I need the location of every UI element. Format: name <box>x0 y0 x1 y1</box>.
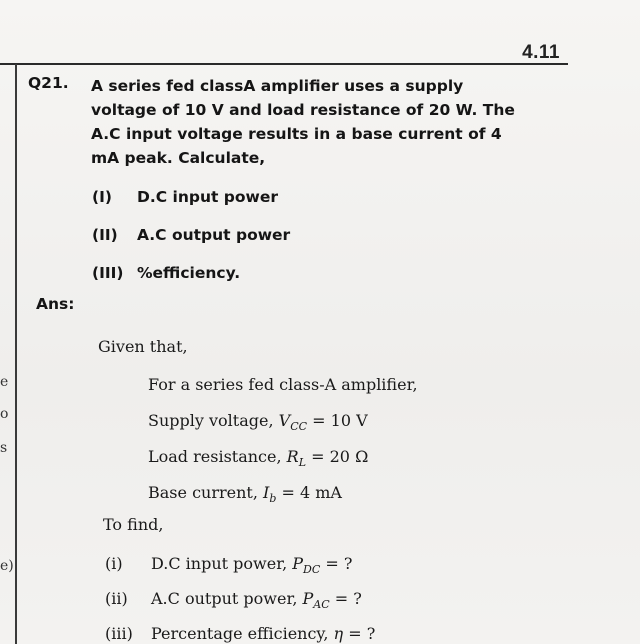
question-part <box>92 188 278 206</box>
part-number: (I) <box>92 188 112 206</box>
part-number: (II) <box>92 226 118 244</box>
header-rule <box>0 63 568 65</box>
to-find-item: (ii) A.C output power, $P_{AC}$ = ? <box>105 589 362 611</box>
given-load-resistance: Load resistance, $R_L = 20$ Ω <box>148 447 369 469</box>
question-line: mA peak. Calculate, <box>91 149 266 167</box>
question-text <box>91 74 573 170</box>
part-text: D.C input power <box>137 188 279 206</box>
question-line: A.C input voltage results in a base current of 4 <box>91 125 502 143</box>
given-supply-voltage: Supply voltage, $V_{CC} = 10$ V <box>148 411 368 433</box>
question-number: Q21. <box>28 74 69 92</box>
to-find-item: (i) D.C input power, $P_{DC}$ = ? <box>105 554 353 576</box>
to-find-heading: To find, <box>103 515 164 534</box>
given-heading: Given that, <box>98 337 188 356</box>
question-line: A series fed classA amplifier uses a supply <box>91 77 464 95</box>
margin-rule <box>15 64 17 644</box>
part-number: (III) <box>92 264 124 282</box>
question-part <box>92 226 290 244</box>
to-find-item: (iii) Percentage efficiency, η = ? <box>105 624 376 643</box>
question-line: voltage of 10 V and load resistance of 20 W. The <box>91 101 515 119</box>
question-part <box>92 264 240 282</box>
page-number: 4.11 <box>522 42 560 63</box>
edge-mark: o <box>0 406 9 422</box>
edge-mark: e <box>0 374 9 390</box>
given-base-current: Base current, $I_b = 4$ mA <box>148 483 342 505</box>
edge-mark: e) <box>0 558 14 574</box>
given-intro: For a series fed class-A amplifier, <box>148 375 418 394</box>
answer-label: Ans: <box>36 295 75 313</box>
part-text: A.C output power <box>137 226 291 244</box>
edge-mark: s <box>0 440 8 456</box>
part-text: %efficiency. <box>137 264 241 282</box>
